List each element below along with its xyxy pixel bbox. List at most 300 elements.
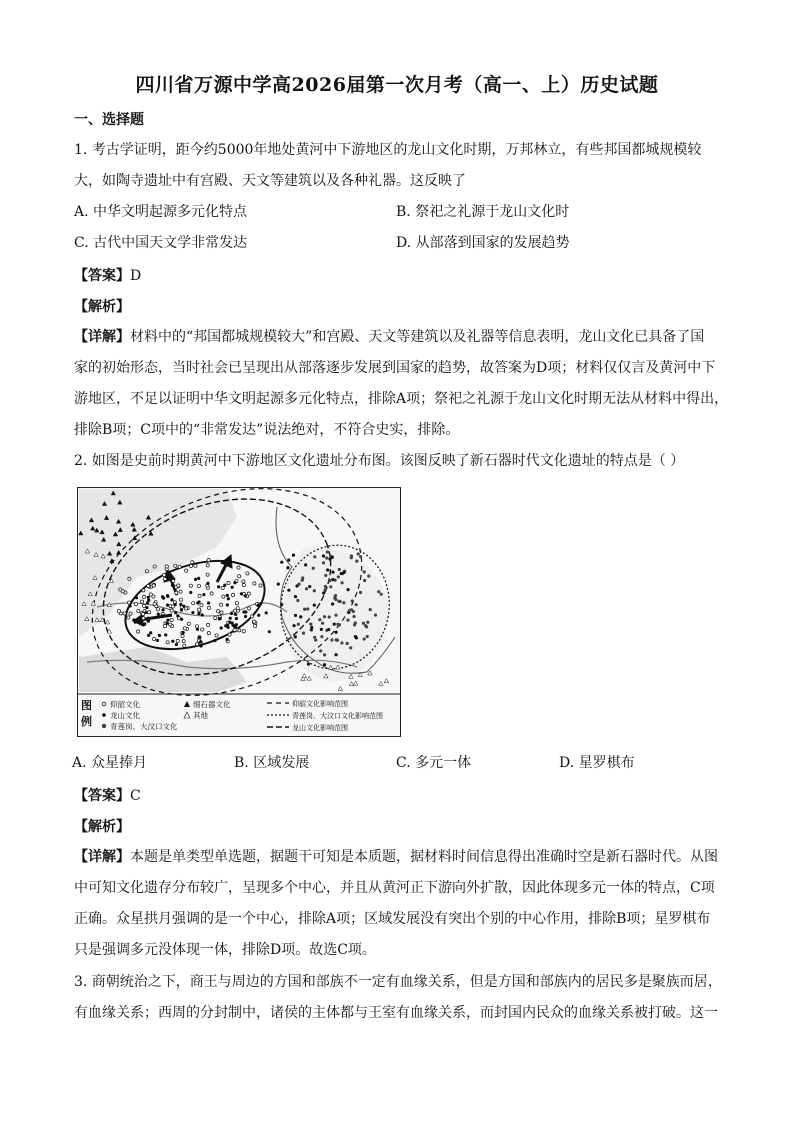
site-marker-dot: [223, 584, 226, 587]
site-marker-dot: [142, 595, 145, 598]
site-marker-dot: [198, 594, 201, 597]
site-marker-dot: [132, 618, 135, 621]
site-marker-dot: [342, 601, 345, 604]
site-marker-dot: [206, 564, 209, 567]
site-marker-dot: [235, 617, 238, 620]
site-marker-dot: [128, 604, 131, 607]
site-marker-dot: [310, 628, 313, 631]
site-marker-dot: [340, 572, 343, 575]
site-marker-dot: [170, 598, 173, 601]
site-marker-dot: [175, 591, 178, 594]
site-marker-dot: [147, 634, 150, 637]
site-marker-dot: [296, 599, 299, 602]
site-marker-dot: [322, 591, 325, 594]
q1-analysis-label: 【解析】: [74, 299, 130, 315]
site-marker-dot: [346, 642, 349, 645]
site-marker-dot: [158, 634, 161, 637]
site-marker-dot: [197, 584, 200, 587]
site-marker-dot: [180, 618, 183, 621]
q1-detail-line3: 游地区，不足以证明中华文明起源多元化特点，排除A项；祭祀之礼源于龙山文化时期无法从材料中得出，: [74, 391, 729, 407]
site-marker-dot: [217, 585, 220, 588]
site-marker-dot: [135, 596, 138, 599]
q1-detail-line2: 家的初始形态，当时社会已呈现出从部落逐步发展到国家的趋势，故答案为D项；材料仅仅言及黄河中下: [74, 360, 716, 376]
site-marker-dot: [244, 615, 247, 618]
site-marker-dot: [191, 561, 194, 564]
site-marker-dot: [237, 566, 240, 569]
site-marker-dot: [189, 584, 192, 587]
q1-option-a: A. 中华文明起源多元化特点: [74, 204, 248, 220]
legend-range-yangshao: 仰韶文化影响范围: [292, 700, 348, 708]
site-marker-dot: [297, 623, 300, 626]
site-marker-dot: [359, 555, 362, 558]
site-marker-dot: [314, 639, 317, 642]
legend-range-longshan: 龙山文化影响范围: [292, 724, 348, 732]
site-marker-dot: [220, 603, 223, 606]
q1-option-d: D. 从部落到国家的发展趋势: [396, 235, 570, 251]
site-marker-dot: [323, 588, 326, 591]
site-marker-dot: [195, 643, 198, 646]
site-marker-dot: [129, 612, 132, 615]
legend-title-char2: 例: [81, 715, 92, 728]
site-marker-dot: [177, 584, 180, 587]
site-marker-dot: [145, 570, 148, 573]
site-marker-dot: [299, 615, 302, 618]
site-marker-dot: [257, 614, 260, 617]
site-marker-dot: [197, 612, 200, 615]
site-marker-dot: [313, 636, 316, 639]
site-marker-dot: [322, 561, 325, 564]
site-marker-dot: [166, 622, 169, 625]
site-marker-dot: [196, 628, 199, 631]
site-marker-dot: [123, 612, 126, 615]
site-marker-dot: [147, 619, 150, 622]
site-marker-dot: [333, 623, 336, 626]
site-marker-dot: [328, 579, 331, 582]
site-marker-dot: [331, 578, 334, 581]
site-marker-dot: [359, 591, 362, 594]
site-marker-dot: [369, 608, 372, 611]
site-marker-dot: [339, 600, 342, 603]
site-marker-dot: [220, 626, 223, 629]
site-marker-dot: [207, 623, 210, 626]
site-marker-dot: [380, 593, 383, 596]
site-marker-dot: [147, 584, 150, 587]
site-marker-dot: [347, 588, 350, 591]
site-marker-dot: [226, 594, 229, 597]
site-marker-dot: [206, 573, 209, 576]
q2-detail-line4: 只是强调多元没体现一体，排除D项。故选C项。: [74, 942, 376, 958]
legend-qinglian: 青莲岗、大汶口文化: [110, 722, 178, 731]
site-marker-dot: [192, 602, 195, 605]
site-marker-dot: [248, 607, 251, 610]
site-marker-dot: [161, 608, 164, 611]
site-marker-dot: [366, 621, 369, 624]
site-marker-dot: [334, 594, 337, 597]
site-marker-dot: [174, 611, 177, 614]
site-marker-dot: [246, 572, 249, 575]
site-marker-dot: [163, 573, 166, 576]
site-marker-dot: [178, 565, 181, 568]
site-marker-dot: [374, 613, 377, 616]
site-marker-dot: [207, 601, 210, 604]
site-marker-dot: [377, 590, 380, 593]
site-marker-dot: [226, 623, 229, 626]
site-marker-dot: [161, 614, 164, 617]
site-marker-dot: [230, 612, 233, 615]
q2-analysis-label: 【解析】: [74, 819, 130, 835]
site-marker-dot: [183, 627, 186, 630]
site-marker-dot: [137, 609, 140, 612]
legend-longshan-marker: [102, 713, 106, 717]
site-marker-dot: [247, 592, 250, 595]
legend-range-qinglian: 青莲岗、大汶口文化影响范围: [292, 712, 383, 720]
site-marker-dot: [294, 614, 297, 617]
site-marker-dot: [171, 640, 174, 643]
q2-answer-label: 【答案】: [74, 788, 130, 804]
site-marker-dot: [182, 639, 185, 642]
site-marker-dot: [137, 630, 140, 633]
site-marker-dot: [250, 615, 253, 618]
site-marker-dot: [242, 610, 245, 613]
site-marker-dot: [153, 565, 156, 568]
site-marker-dot: [168, 614, 171, 617]
site-marker-dot: [220, 611, 223, 614]
q2-detail-line3: 正确。众星拱月强调的是一个中心，排除A项；区域发展没有突出个别的中心作用，排除B项；星罗棋布: [74, 911, 711, 927]
site-marker-dot: [280, 561, 283, 564]
site-marker-dot: [231, 586, 234, 589]
site-marker-dot: [287, 559, 290, 562]
site-marker-dot: [355, 603, 358, 606]
site-marker-dot: [328, 558, 331, 561]
site-marker-dot: [156, 639, 159, 642]
site-marker-dot: [363, 570, 366, 573]
q2-answer-value: C: [130, 788, 141, 804]
site-marker-dot: [331, 602, 334, 605]
site-marker-dot: [143, 604, 146, 607]
site-marker-dot: [336, 639, 339, 642]
site-marker-dot: [319, 649, 322, 652]
page-title: 四川省万源中学高2026届第一次月考（高一、上）历史试题: [135, 74, 659, 96]
site-marker-dot: [242, 580, 245, 583]
site-marker-dot: [328, 615, 331, 618]
site-marker-dot: [144, 611, 147, 614]
q1-option-c: C. 古代中国天文学非常发达: [74, 235, 248, 251]
site-marker-dot: [365, 625, 368, 628]
q1-detail-label: 【详解】: [74, 329, 130, 345]
site-marker-dot: [354, 621, 357, 624]
site-marker-dot: [312, 567, 315, 570]
site-marker-dot: [367, 574, 370, 577]
site-marker-dot: [357, 552, 360, 555]
site-marker-dot: [304, 563, 307, 566]
site-marker-dot: [189, 564, 192, 567]
site-marker-dot: [202, 593, 205, 596]
site-marker-dot: [179, 590, 182, 593]
site-marker-dot: [149, 631, 152, 634]
site-marker-dot: [180, 608, 183, 611]
site-marker-dot: [182, 605, 185, 608]
site-marker-dot: [163, 625, 166, 628]
site-marker-dot: [295, 584, 298, 587]
site-marker-dot: [166, 604, 169, 607]
site-marker-dot: [216, 610, 219, 613]
site-marker-dot: [117, 610, 120, 613]
q2-detail-text1: 本题是单类型单选题，据题干可知是本质题，据材料时间信息得出准确时空是新石器时代。从图: [130, 849, 718, 865]
site-marker-dot: [294, 595, 297, 598]
site-marker-dot: [325, 556, 328, 559]
site-marker-dot: [187, 622, 190, 625]
site-marker-dot: [334, 598, 337, 601]
legend-yangshao-marker: [102, 702, 106, 706]
site-marker-dot: [198, 636, 201, 639]
q3-line2: 有血缘关系；西周的分封制中，诸侯的主体都与王室有血缘关系，而封国内民众的血缘关系被打破。这一: [74, 1005, 718, 1021]
site-marker-dot: [233, 581, 236, 584]
site-marker-dot: [153, 603, 156, 606]
site-marker-dot: [228, 633, 231, 636]
site-marker-dot: [183, 644, 186, 647]
site-marker-dot: [152, 584, 155, 587]
site-marker-dot: [334, 631, 337, 634]
site-marker-dot: [152, 637, 155, 640]
site-marker-dot: [185, 569, 188, 572]
site-marker-dot: [238, 575, 241, 578]
site-marker-dot: [207, 559, 210, 562]
site-marker-dot: [307, 663, 310, 666]
site-marker-dot: [179, 598, 182, 601]
site-marker-dot: [340, 581, 343, 584]
q1-detail-line4: 排除B项；C项中的“非常发达”说法绝对，不符合史实，排除。: [74, 422, 460, 438]
q1-answer-value: D: [130, 268, 142, 284]
site-marker-dot: [145, 606, 148, 609]
site-marker-dot: [146, 601, 149, 604]
site-marker-dot: [286, 566, 289, 569]
site-marker-dot: [363, 579, 366, 582]
q1-detail-text1: 材料中的“邦国都城规模较大”和宫殿、天文等建筑以及礼器等信息表明，龙山文化已具备了国: [130, 329, 705, 345]
site-marker-dot: [200, 604, 203, 607]
section-heading: 一、选择题: [74, 112, 144, 128]
site-marker-dot: [179, 603, 182, 606]
site-marker-dot: [166, 641, 169, 644]
site-marker-dot: [171, 584, 174, 587]
site-marker-dot: [355, 636, 358, 639]
site-marker-dot: [207, 631, 210, 634]
site-marker-dot: [229, 617, 232, 620]
site-marker-dot: [199, 644, 202, 647]
site-marker-dot: [259, 584, 262, 587]
site-marker-dot: [227, 597, 230, 600]
site-marker-dot: [340, 641, 343, 644]
site-marker-dot: [235, 602, 238, 605]
q1-stem-line2: 大，如陶寺遗址中有宫殿、天文等建筑以及各种礼器。这反映了: [74, 173, 466, 189]
site-marker-dot: [277, 582, 280, 585]
site-marker-dot: [309, 623, 312, 626]
site-marker-dot: [242, 630, 245, 633]
site-marker-dot: [142, 617, 145, 620]
site-marker-dot: [253, 582, 256, 585]
site-marker-dot: [172, 579, 175, 582]
site-marker-dot: [336, 623, 339, 626]
site-marker-dot: [163, 577, 166, 580]
site-marker-dot: [320, 628, 323, 631]
site-marker-dot: [363, 637, 366, 640]
site-marker-dot: [143, 623, 146, 626]
site-marker-dot: [231, 593, 234, 596]
q1-detail-line1: [74, 328, 704, 346]
site-marker-dot: [306, 607, 309, 610]
site-marker-dot: [219, 617, 222, 620]
site-marker-dot: [334, 653, 337, 656]
site-marker-dot: [142, 589, 145, 592]
site-marker-dot: [322, 554, 325, 557]
site-marker-dot: [147, 599, 150, 602]
site-marker-dot: [303, 608, 306, 611]
site-marker-dot: [213, 639, 216, 642]
site-marker-dot: [349, 646, 352, 649]
site-marker-dot: [147, 596, 150, 599]
site-marker-dot: [199, 640, 202, 643]
site-marker-dot: [234, 613, 237, 616]
site-marker-dot: [176, 639, 179, 642]
site-marker-dot: [174, 603, 177, 606]
q1-answer: [74, 265, 141, 285]
site-marker-dot: [366, 635, 369, 638]
site-marker-dot: [337, 575, 340, 578]
site-marker-dot: [302, 632, 305, 635]
site-marker-dot: [338, 568, 341, 571]
site-marker-dot: [210, 592, 213, 595]
site-marker-dot: [148, 611, 151, 614]
site-marker-dot: [170, 618, 173, 621]
site-marker-dot: [320, 635, 323, 638]
site-marker-dot: [194, 564, 197, 567]
site-marker-dot: [327, 628, 330, 631]
site-marker-dot: [347, 611, 350, 614]
site-marker-dot: [194, 578, 197, 581]
site-marker-dot: [221, 586, 224, 589]
site-marker-dot: [169, 623, 172, 626]
site-marker-dot: [292, 624, 295, 627]
site-marker-dot: [257, 604, 260, 607]
site-marker-dot: [236, 607, 239, 610]
site-marker-dot: [323, 663, 326, 666]
site-marker-dot: [235, 623, 238, 626]
site-marker-dot: [166, 594, 169, 597]
site-marker-dot: [240, 592, 243, 595]
site-marker-dot: [331, 570, 334, 573]
site-marker-dot: [201, 613, 204, 616]
site-marker-dot: [128, 601, 131, 604]
site-marker-dot: [234, 609, 237, 612]
site-marker-dot: [174, 564, 177, 567]
site-marker-dot: [157, 612, 160, 615]
site-marker-dot: [164, 633, 167, 636]
site-marker-dot: [166, 618, 169, 621]
site-marker-dot: [346, 618, 349, 621]
site-marker-dot: [195, 625, 198, 628]
q2-detail-label: 【详解】: [74, 849, 130, 865]
site-marker-dot: [134, 602, 137, 605]
site-marker-dot: [156, 608, 159, 611]
site-marker-dot: [226, 603, 229, 606]
site-marker-dot: [308, 585, 311, 588]
site-marker-dot: [222, 595, 225, 598]
site-marker-dot: [119, 588, 122, 591]
q2-option-a: A. 众星捧月: [72, 755, 148, 771]
q2-option-c: C. 多元一体: [396, 755, 472, 771]
site-marker-dot: [206, 582, 209, 585]
legend-xishi: 细石器文化: [193, 700, 231, 709]
legend-longshan: 龙山文化: [110, 711, 140, 720]
site-marker-dot: [313, 603, 316, 606]
site-marker-dot: [324, 585, 327, 588]
site-marker-dot: [214, 616, 217, 619]
site-marker-dot: [191, 611, 194, 614]
q2-answer: [74, 785, 141, 805]
site-marker-dot: [147, 617, 150, 620]
site-distribution-map: [77, 487, 401, 737]
site-marker-dot: [321, 622, 324, 625]
site-marker-dot: [362, 622, 365, 625]
site-marker-dot: [197, 608, 200, 611]
site-marker-dot: [225, 638, 228, 641]
site-marker-dot: [265, 611, 268, 614]
site-marker-dot: [324, 574, 327, 577]
site-marker-dot: [350, 608, 353, 611]
q2-stem: 2. 如图是史前时期黄河中下游地区文化遗址分布图。该图反映了新石器时代文化遗址的特点是（ ）: [74, 453, 685, 469]
site-marker-dot: [181, 634, 184, 637]
site-marker-dot: [189, 591, 192, 594]
site-marker-dot: [242, 583, 245, 586]
site-marker-dot: [227, 581, 230, 584]
site-marker-dot: [305, 587, 308, 590]
legend-yangshao: 仰韶文化: [110, 700, 140, 709]
site-marker-dot: [201, 628, 204, 631]
site-marker-dot: [350, 554, 353, 557]
q2-detail-line1: [74, 848, 718, 866]
site-marker-dot: [268, 630, 271, 633]
site-marker-dot: [161, 595, 164, 598]
site-marker-dot: [301, 579, 304, 582]
site-marker-dot: [254, 624, 257, 627]
site-marker-dot: [170, 609, 173, 612]
site-marker-dot: [292, 554, 295, 557]
legend-title-char1: 图: [81, 699, 92, 712]
site-marker-dot: [326, 550, 329, 553]
q2-option-d: D. 星罗棋布: [559, 755, 635, 771]
site-marker-dot: [313, 589, 316, 592]
site-marker-dot: [128, 577, 131, 580]
site-marker-dot: [318, 618, 321, 621]
q1-option-b: B. 祭祀之礼源于龙山文化时: [396, 204, 570, 220]
site-marker-dot: [127, 616, 130, 619]
q2-detail-line2: 中可知文化遗存分布较广，呈现多个中心，并且从黄河正下游向外扩散，因此体现多元一体的特点，C项: [74, 880, 715, 896]
site-marker-dot: [323, 615, 326, 618]
site-marker-dot: [197, 600, 200, 603]
site-marker-dot: [176, 614, 179, 617]
site-marker-dot: [197, 577, 200, 580]
q3-line1: 3. 商朝统治之下，商王与周边的方国和部族不一定有血缘关系，但是方国和部族内的居民多是聚族而居，: [74, 974, 722, 990]
site-marker-dot: [175, 643, 178, 646]
site-marker-dot: [329, 585, 332, 588]
site-marker-dot: [313, 555, 316, 558]
q1-answer-label: 【答案】: [74, 268, 130, 284]
site-marker-dot: [207, 606, 210, 609]
site-marker-dot: [152, 595, 155, 598]
site-marker-dot: [355, 560, 358, 563]
site-marker-dot: [165, 565, 168, 568]
site-marker-dot: [352, 615, 355, 618]
site-marker-dot: [351, 599, 354, 602]
